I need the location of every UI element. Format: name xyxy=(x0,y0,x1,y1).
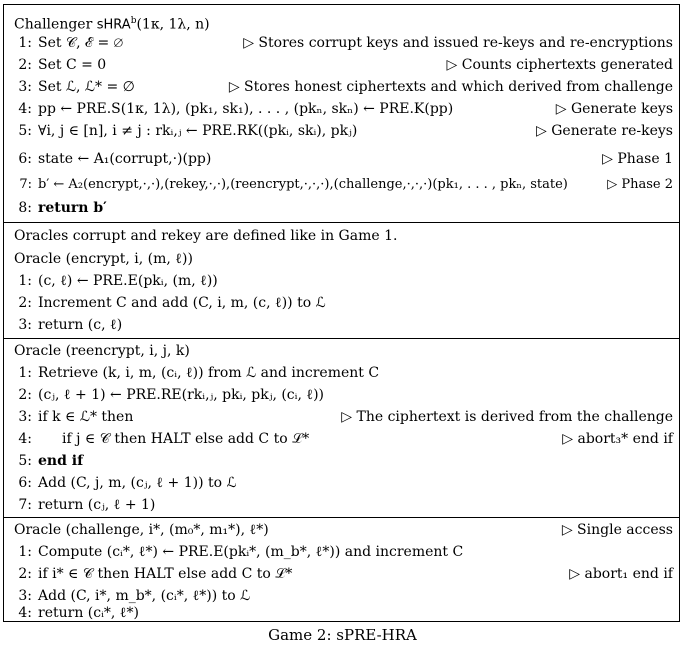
oracle-title: Oracle (encrypt, i, (m, ℓ)) xyxy=(14,251,193,267)
oracle-note xyxy=(14,226,673,246)
oracle-encrypt-title xyxy=(14,249,673,269)
line-number: 2: xyxy=(18,57,32,73)
divider xyxy=(4,517,679,518)
line-comment: ▷ Stores honest ciphertexts and which derived from challenge xyxy=(228,79,673,95)
oracle-title: Oracle (reencrypt, i, j, k) xyxy=(14,343,190,359)
line-text: return (cᵢ*, ℓ*) xyxy=(38,605,139,621)
line-number: 8: xyxy=(18,200,32,216)
line-comment: ▷ Stores corrupt keys and issued re-keys and re-encryptions xyxy=(243,35,673,51)
line-number: 7: xyxy=(18,497,32,513)
oracle-challenge-title xyxy=(14,520,673,540)
reencrypt-line-1 xyxy=(14,363,673,383)
line-comment: ▷ abort₁ end if xyxy=(569,566,673,582)
line-text: if i* ∈ 𝒞 then HALT else add C to ℒ* xyxy=(38,566,293,582)
line-number: 1: xyxy=(18,365,32,381)
reencrypt-line-5 xyxy=(14,451,673,471)
line-text: state ← A₁(corrupt,·)(pp) xyxy=(38,151,212,167)
line-comment: ▷ Counts ciphertexts generated xyxy=(446,57,673,73)
line-number: 5: xyxy=(18,123,32,139)
line-comment: ▷ The ciphertext is derived from the challenge xyxy=(341,409,673,425)
line-text: (c, ℓ) ← PRE.E(pkᵢ, (m, ℓ)) xyxy=(38,273,218,289)
line-text: (cⱼ, ℓ + 1) ← PRE.RE(rkᵢ,ⱼ, pkᵢ, pkⱼ, (cᵢ, ℓ)) xyxy=(38,387,324,403)
main-line-6 xyxy=(14,149,673,169)
line-text: Retrieve (k, i, m, (cᵢ, ℓ)) from ℒ and increment C xyxy=(38,365,380,381)
main-line-2 xyxy=(14,55,673,75)
main-line-5 xyxy=(14,121,673,141)
reencrypt-line-4 xyxy=(14,429,673,449)
main-line-7 xyxy=(14,175,673,195)
figure-caption: Game 2: sPRE-HRA xyxy=(268,626,417,644)
line-text: pp ← PRE.S(1κ, 1λ), (pk₁, sk₁), . . . , (pkₙ, skₙ) ← PRE.K(pp) xyxy=(38,101,454,117)
divider xyxy=(4,222,679,223)
line-text: Set ℒ, ℒ* = ∅ xyxy=(38,79,135,95)
challenge-line-1 xyxy=(14,542,673,562)
header-args: (1κ, 1λ, n) xyxy=(136,16,210,33)
line-comment: ▷ abort₃* end if xyxy=(562,431,673,447)
algorithm-header xyxy=(14,11,673,31)
line-text: if k ∈ ℒ* then xyxy=(38,409,134,425)
line-comment: ▷ Generate keys xyxy=(555,101,673,117)
line-text: return (c, ℓ) xyxy=(38,317,123,333)
algorithm-box xyxy=(3,4,680,622)
encrypt-line-1 xyxy=(14,271,673,291)
line-comment: ▷ Phase 1 xyxy=(602,151,673,167)
line-text: Set 𝒞, ℰ = ∅ xyxy=(38,35,123,51)
line-text: Add (C, j, m, (cⱼ, ℓ + 1)) to ℒ xyxy=(38,475,237,491)
line-number: 1: xyxy=(18,273,32,289)
encrypt-line-3 xyxy=(14,315,673,335)
line-comment: ▷ Generate re-keys xyxy=(536,123,673,139)
line-number: 7: xyxy=(19,177,32,192)
main-line-8 xyxy=(14,198,673,218)
divider xyxy=(4,338,679,339)
challenge-line-4 xyxy=(14,603,673,623)
line-number: 3: xyxy=(18,79,32,95)
line-text: Increment C and add (C, i, m, (c, ℓ)) to ℒ xyxy=(38,295,326,311)
line-number: 6: xyxy=(18,475,32,491)
line-text: b′ ← A₂(encrypt,·,·),(rekey,·,·),(reencrypt,·,·,·),(challenge,·,·,·)(pk₁, . . . , pkₙ, state) xyxy=(38,177,568,192)
line-number: 3: xyxy=(18,409,32,425)
main-line-3 xyxy=(14,77,673,97)
main-line-4 xyxy=(14,99,673,119)
line-comment: ▷ Phase 2 xyxy=(607,177,673,192)
line-number: 2: xyxy=(18,387,32,403)
line-number: 5: xyxy=(18,453,32,469)
oracle-title: Oracle (challenge, i*, (m₀*, m₁*), ℓ*) xyxy=(14,522,269,538)
line-number: 6: xyxy=(18,151,32,167)
challenge-line-2 xyxy=(14,564,673,584)
line-number: 1: xyxy=(18,35,32,51)
reencrypt-line-2 xyxy=(14,385,673,405)
encrypt-line-2 xyxy=(14,293,673,313)
line-text: Set C = 0 xyxy=(38,57,107,73)
line-text: Add (C, i*, m_b*, (cᵢ*, ℓ*)) to ℒ xyxy=(38,588,251,604)
reencrypt-line-6 xyxy=(14,473,673,493)
oracle-reencrypt-title xyxy=(14,341,673,361)
note-text: Oracles corrupt and rekey are defined like in Game 1. xyxy=(14,228,398,244)
line-comment: ▷ Single access xyxy=(561,522,673,538)
line-number: 2: xyxy=(18,566,32,582)
header-super: b xyxy=(130,16,137,26)
line-text: end if xyxy=(38,453,84,469)
line-text: return b′ xyxy=(38,200,107,216)
line-text: return (cⱼ, ℓ + 1) xyxy=(38,497,156,513)
header-prefix: Challenger xyxy=(14,16,93,33)
header-name: sHRA xyxy=(96,17,131,33)
line-number: 3: xyxy=(18,317,32,333)
line-text: if j ∈ 𝒞 then HALT else add C to ℒ* xyxy=(62,431,310,447)
line-text: ∀i, j ∈ [n], i ≠ j : rkᵢ,ⱼ ← PRE.RK((pkᵢ, skᵢ), pkⱼ) xyxy=(38,123,358,139)
main-line-1 xyxy=(14,33,673,53)
line-number: 3: xyxy=(18,588,32,604)
line-number: 4: xyxy=(18,431,32,447)
line-text: Compute (cᵢ*, ℓ*) ← PRE.E(pkᵢ*, (m_b*, ℓ*)) and increment C xyxy=(38,544,464,560)
line-number: 4: xyxy=(18,605,32,621)
line-number: 4: xyxy=(18,101,32,117)
line-number: 1: xyxy=(18,544,32,560)
reencrypt-line-3 xyxy=(14,407,673,427)
line-number: 2: xyxy=(18,295,32,311)
reencrypt-line-7 xyxy=(14,495,673,515)
